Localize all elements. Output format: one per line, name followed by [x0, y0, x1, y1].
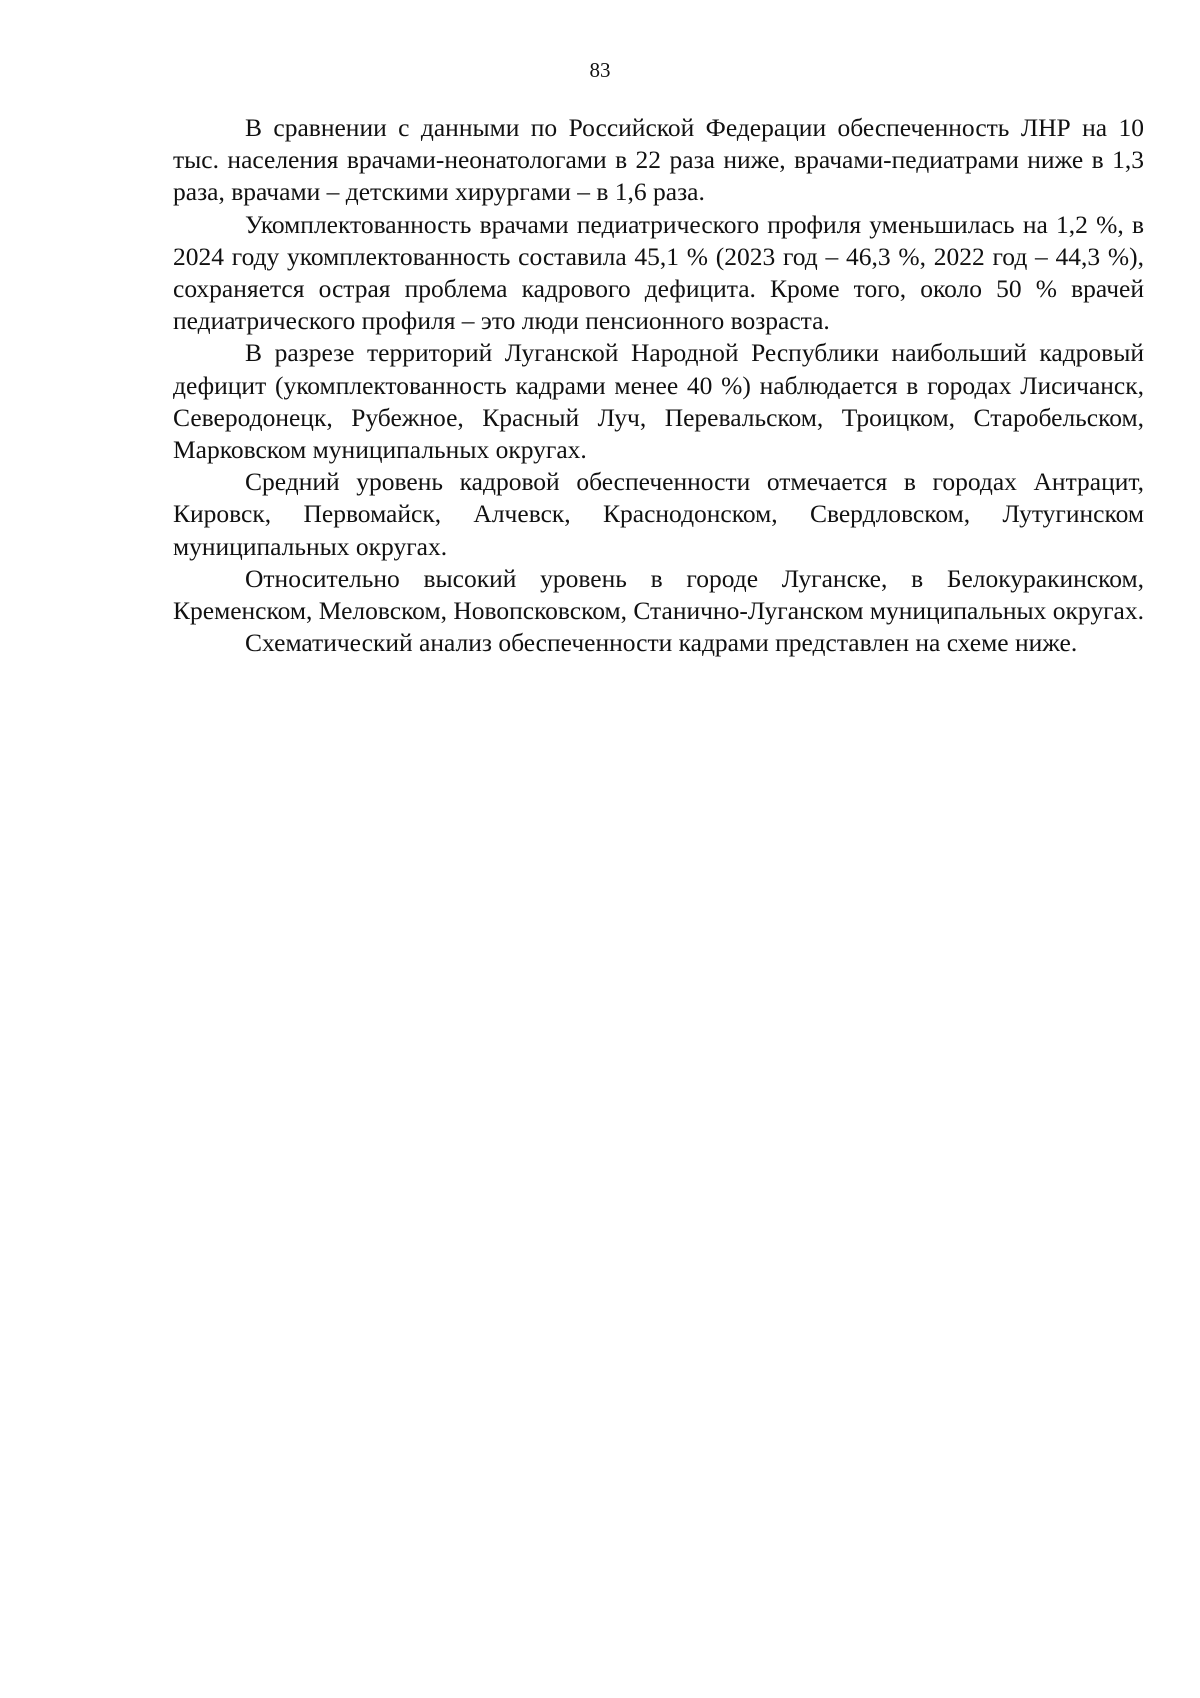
- paragraph-scheme-reference: Схематический анализ обеспеченности кадрами представлен на схеме ниже.: [245, 628, 1078, 658]
- document-body: [173, 112, 1144, 659]
- paragraph-staffing-level: Укомплектованность врачами педиатрического профиля уменьшилась на 1,2 %, в 2024 году укомплектованность составила 45,1 % (2023 год – 46,3 %, 2022 год – 44,3 %), сохраняется острая проблема кадрового дефицита. Кроме того, около 50 % врачей педиатрического профиля – это люди пенсионного возраста.: [173, 209, 1144, 336]
- paragraph-high-level: Относительно высокий уровень в городе Луганске, в Белокуракинском, Кременском, Меловском, Новопсковском, Станично-Луганском муниципальных округах.: [173, 563, 1144, 626]
- page-number: 83: [589, 58, 611, 82]
- paragraph-medium-level: Средний уровень кадровой обеспеченности отмечается в городах Антрацит, Кировск, Первомайск, Алчевск, Краснодонском, Свердловском, Лутугинском муниципальных округах.: [173, 467, 1144, 561]
- paragraph-largest-deficit: В разрезе территорий Луганской Народной Республики наибольший кадровый дефицит (укомплектованность кадрами менее 40 %) наблюдается в городах Лисичанск, Северодонецк, Рубежное, Красный Луч, Перевальском, Троицком, Старобельском, Марковском муниципальных округах.: [173, 338, 1144, 465]
- paragraph-comparison-rf: В сравнении с данными по Российской Федерации обеспеченность ЛНР на 10 тыс. населения врачами-неонатологами в 22 раза ниже, врачами-педиатрами ниже в 1,3 раза, врачами – детскими хирургами – в 1,6 раза.: [173, 113, 1144, 207]
